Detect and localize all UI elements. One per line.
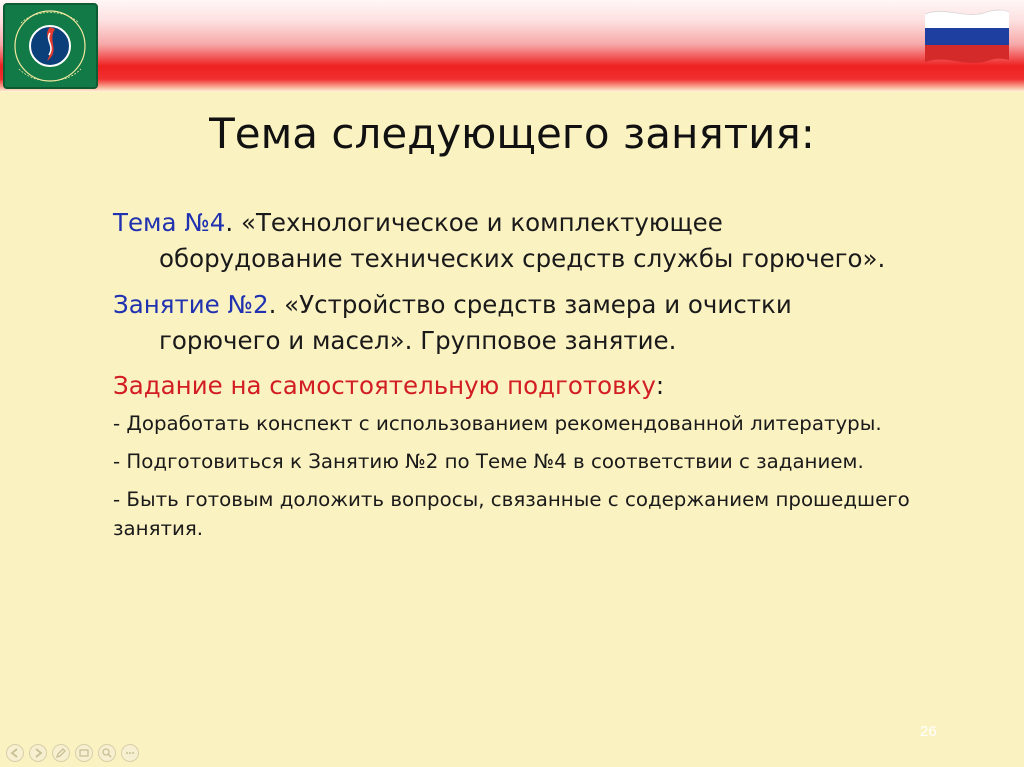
- slides-icon: [78, 747, 90, 759]
- pen-icon: [55, 747, 67, 759]
- topic-paragraph: [113, 205, 913, 277]
- lesson-text: . «Устройство средств замера и очистки горючего и масел». Групповое занятие.: [159, 290, 792, 355]
- zoom-icon: [101, 747, 113, 759]
- more-button[interactable]: [121, 744, 139, 762]
- task-item: - Доработать конспект с использованием рекомендованной литературы.: [113, 412, 882, 435]
- page-number: 26: [920, 723, 937, 740]
- header-band: [0, 0, 1024, 92]
- topic-text: . «Технологическое и комплектующее оборудование технических средств службы горючего».: [159, 208, 886, 273]
- university-logo: [3, 3, 98, 89]
- task-colon: :: [655, 371, 665, 400]
- pen-button[interactable]: [52, 744, 70, 762]
- slide-navigation-bar: [6, 744, 139, 764]
- more-icon: [124, 747, 136, 759]
- task-label: Задание на самостоятельную подготовку: [113, 371, 656, 400]
- lesson-paragraph: [113, 287, 913, 359]
- slide-content: [113, 205, 913, 552]
- slides-button[interactable]: [75, 744, 93, 762]
- task-item: - Быть готовым доложить вопросы, связанные с содержанием прошедшего занятия.: [113, 488, 910, 540]
- back-icon: [9, 747, 21, 759]
- forward-button[interactable]: [29, 744, 47, 762]
- topic-label: Тема №4: [113, 208, 226, 237]
- forward-icon: [32, 747, 44, 759]
- back-button[interactable]: [6, 744, 24, 762]
- task-heading: [113, 369, 913, 403]
- lesson-label: Занятие №2: [113, 290, 269, 319]
- zoom-button[interactable]: [98, 744, 116, 762]
- task-item: - Подготовиться к Занятию №2 по Теме №4 в соответствии с заданием.: [113, 450, 864, 473]
- russian-flag-icon: [921, 6, 1013, 68]
- slide-title: Тема следующего занятия:: [209, 109, 815, 158]
